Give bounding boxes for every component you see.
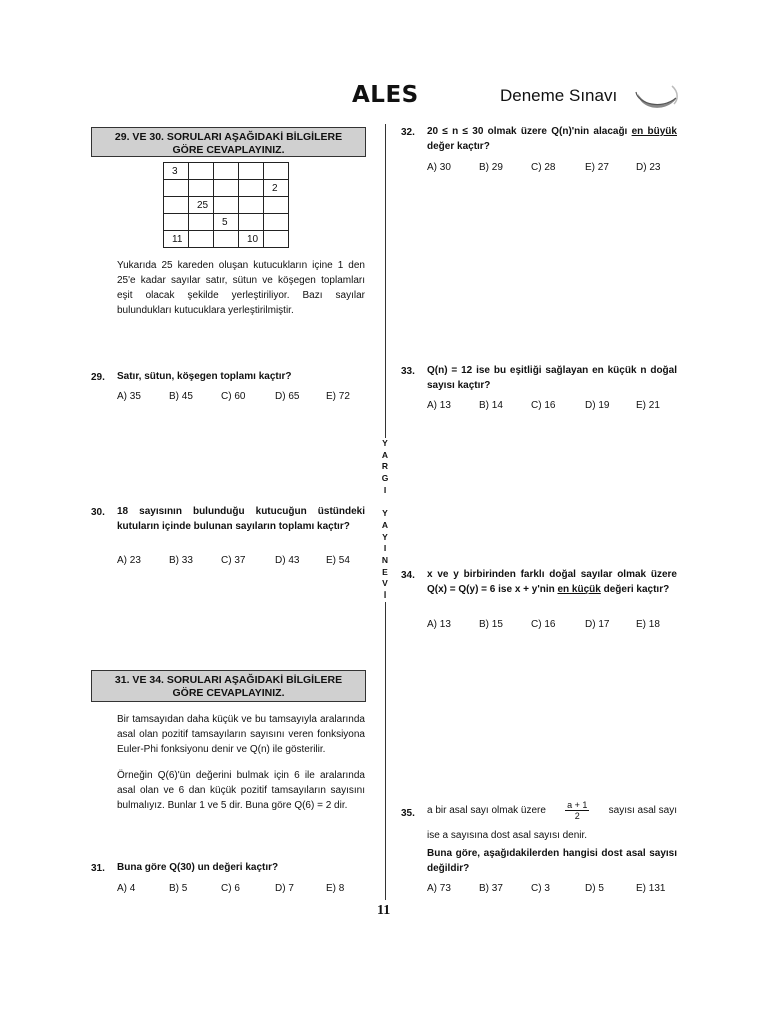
section2-description-1: Bir tamsayıdan daha küçük ve bu tamsayıyla aralarında asal olan pozitif tamsayıların sayısını veren fonksiyona Euler-Phi fonksiyonu denir ve Q(n) ile gösterilir. <box>117 714 365 755</box>
grid-row <box>164 197 289 214</box>
answer-option[interactable]: C) 3 <box>531 883 550 894</box>
grid-cell <box>239 163 264 180</box>
q32-number: 32. <box>401 127 415 138</box>
answer-option[interactable]: C) 6 <box>221 883 240 894</box>
grid-cell <box>189 163 214 180</box>
grid-cell <box>264 214 289 231</box>
q34-text-before: x ve y birbirinden farklı doğal sayılar olmak üzere Q(x) = Q(y) = 6 ise x + y'nin <box>427 569 677 595</box>
q34-text-after: değeri kaçtır? <box>600 583 670 595</box>
section1-heading-line2: GÖRE CEVAPLAYINIZ. <box>172 144 285 156</box>
q31-options <box>117 883 366 894</box>
answer-option[interactable]: A) 35 <box>117 391 141 402</box>
grid-cell <box>189 180 214 197</box>
grid-cell <box>264 197 289 214</box>
q34-text <box>427 568 677 597</box>
exam-subtitle: Deneme Sınavı <box>500 86 618 105</box>
section1-heading-line1: 29. VE 30. SORULARI AŞAĞIDAKİ BİLGİLERE <box>114 131 343 143</box>
grid-cell <box>239 180 264 197</box>
q35-number: 35. <box>401 808 415 819</box>
answer-option[interactable]: D) 17 <box>585 619 610 630</box>
publisher-letter: N <box>381 555 389 566</box>
q35-text-post: sayısı asal sayı <box>608 805 677 816</box>
swoosh-logo-icon <box>632 80 680 116</box>
q34-number: 34. <box>401 570 415 581</box>
grid-cell: 3 <box>164 163 189 180</box>
section2-heading-line2: GÖRE CEVAPLAYINIZ. <box>172 687 285 699</box>
grid-cell <box>239 214 264 231</box>
publisher-letter: İ <box>383 590 387 601</box>
answer-option[interactable]: D) 65 <box>275 391 300 402</box>
publisher-letter: Y <box>382 508 388 519</box>
answer-option[interactable]: C) 60 <box>221 391 246 402</box>
grid-cell <box>264 231 289 248</box>
answer-option[interactable]: C) 28 <box>531 162 556 173</box>
answer-option[interactable]: D) 7 <box>275 883 294 894</box>
q35-intro <box>427 800 677 821</box>
q35-text-pre: a bir asal sayı olmak üzere <box>427 805 546 816</box>
answer-option[interactable]: C) 16 <box>531 619 556 630</box>
section2-heading-box <box>91 670 366 702</box>
answer-option[interactable]: E) 27 <box>585 162 609 173</box>
publisher-letter: R <box>381 461 389 472</box>
magic-square-grid <box>163 162 289 248</box>
q35-fraction <box>565 800 589 821</box>
section1-description: Yukarıda 25 kareden oluşan kutucukların içine 1 den 25'e kadar sayılar satır, sütun ve köşegen toplamları eşit olacak şekilde yerleştiriliyor. Bazı sayılar bulundukları kutucuklara yerleştirilmiştir. <box>117 260 365 316</box>
answer-option[interactable]: D) 19 <box>585 400 610 411</box>
answer-option[interactable]: B) 45 <box>169 391 193 402</box>
publisher-letter: V <box>382 578 388 589</box>
q33-options <box>427 400 676 411</box>
grid-cell <box>164 180 189 197</box>
section2-description-2: Örneğin Q(6)'ün değerini bulmak için 6 ile aralarında asal olan ve 6 dan küçük pozitif tamsayıların sayısını bulmalıyız. Bunlar 1 ve 5 dir. Buna göre Q(6) = 2 dir. <box>117 770 365 811</box>
grid-cell <box>214 180 239 197</box>
publisher-letter: A <box>381 449 389 460</box>
grid-cell <box>239 197 264 214</box>
q35-fraction-denominator: 2 <box>574 811 580 821</box>
q30-options <box>117 555 366 566</box>
q32-options <box>427 162 676 173</box>
grid-row <box>164 180 289 197</box>
q31-number: 31. <box>91 863 105 874</box>
publisher-letter: Y <box>382 531 388 542</box>
answer-option[interactable]: B) 5 <box>169 883 188 894</box>
answer-option[interactable]: A) 23 <box>117 555 141 566</box>
publisher-letter <box>378 497 392 509</box>
grid-cell: 2 <box>264 180 289 197</box>
grid-cell <box>189 231 214 248</box>
q34-text-emphasis: en küçük <box>557 583 601 595</box>
publisher-letter: I <box>383 543 387 554</box>
answer-option[interactable]: B) 33 <box>169 555 193 566</box>
answer-option[interactable]: E) 131 <box>636 883 666 894</box>
grid-cell <box>214 163 239 180</box>
answer-option[interactable]: B) 14 <box>479 400 503 411</box>
q31-text: Buna göre Q(30) un değeri kaçtır? <box>117 862 279 873</box>
q30-number: 30. <box>91 507 105 518</box>
grid-cell <box>189 214 214 231</box>
brand-title: ALES <box>352 82 419 108</box>
q35-definition: ise a sayısına dost asal sayısı denir. <box>427 830 588 841</box>
q29-options <box>117 391 366 402</box>
answer-option[interactable]: A) 13 <box>427 619 451 630</box>
q32-text-after: değer kaçtır? <box>427 140 490 152</box>
q29-text: Satır, sütun, köşegen toplamı kaçtır? <box>117 371 292 382</box>
q32-text-before: 20 ≤ n ≤ 30 olmak üzere Q(n)'nin alacağı <box>427 126 632 137</box>
answer-option[interactable]: E) 72 <box>326 391 350 402</box>
q30-text: 18 sayısının bulunduğu kutucuğun üstündeki kutuların içinde bulunan sayıların toplamı kaçtır? <box>117 506 365 532</box>
answer-option[interactable]: D) 5 <box>585 883 604 894</box>
answer-option[interactable]: D) 43 <box>275 555 300 566</box>
publisher-vertical-label <box>378 438 392 602</box>
answer-option[interactable]: A) 73 <box>427 883 451 894</box>
grid-row <box>164 231 289 248</box>
answer-option[interactable]: A) 30 <box>427 162 451 173</box>
answer-option[interactable]: B) 15 <box>479 619 503 630</box>
grid-cell <box>164 214 189 231</box>
section2-heading-line1: 31. VE 34. SORULARI AŞAĞIDAKİ BİLGİLERE <box>114 674 343 686</box>
answer-option[interactable]: A) 13 <box>427 400 451 411</box>
grid-row <box>164 163 289 180</box>
q35-question: Buna göre, aşağıdakilerden hangisi dost asal sayısı değildir? <box>427 848 677 874</box>
q34-options <box>427 619 676 630</box>
grid-cell: 25 <box>189 197 214 214</box>
q35-fraction-numerator: a + 1 <box>567 800 588 810</box>
answer-option[interactable]: B) 29 <box>479 162 503 173</box>
grid-cell <box>264 163 289 180</box>
publisher-letter: G <box>381 473 389 484</box>
publisher-letter: E <box>382 566 388 577</box>
q35-options <box>427 883 676 894</box>
publisher-letter: A <box>381 519 389 530</box>
publisher-letter: I <box>383 484 387 495</box>
answer-option[interactable]: D) 23 <box>636 162 661 173</box>
grid-cell: 11 <box>164 231 189 248</box>
grid-cell: 5 <box>214 214 239 231</box>
section1-heading-box <box>91 127 366 157</box>
answer-option[interactable]: C) 16 <box>531 400 556 411</box>
page-number: 11 <box>377 903 391 918</box>
grid-cell <box>214 231 239 248</box>
publisher-letter: Y <box>382 438 388 448</box>
q33-number: 33. <box>401 366 415 377</box>
grid-cell: 10 <box>239 231 264 248</box>
q32-text-emphasis: en büyük <box>631 126 677 137</box>
answer-option[interactable]: B) 37 <box>479 883 503 894</box>
answer-option[interactable]: E) 18 <box>636 619 660 630</box>
q32-text <box>427 125 677 154</box>
answer-option[interactable]: E) 21 <box>636 400 660 411</box>
grid-cell <box>164 197 189 214</box>
grid-cell <box>214 197 239 214</box>
answer-option[interactable]: E) 8 <box>326 883 345 894</box>
answer-option[interactable]: E) 54 <box>326 555 350 566</box>
q33-text: Q(n) = 12 ise bu eşitliği sağlayan en küçük n doğal sayısı kaçtır? <box>427 365 677 391</box>
q29-number: 29. <box>91 372 105 383</box>
answer-option[interactable]: A) 4 <box>117 883 136 894</box>
answer-option[interactable]: C) 37 <box>221 555 246 566</box>
grid-row <box>164 214 289 231</box>
